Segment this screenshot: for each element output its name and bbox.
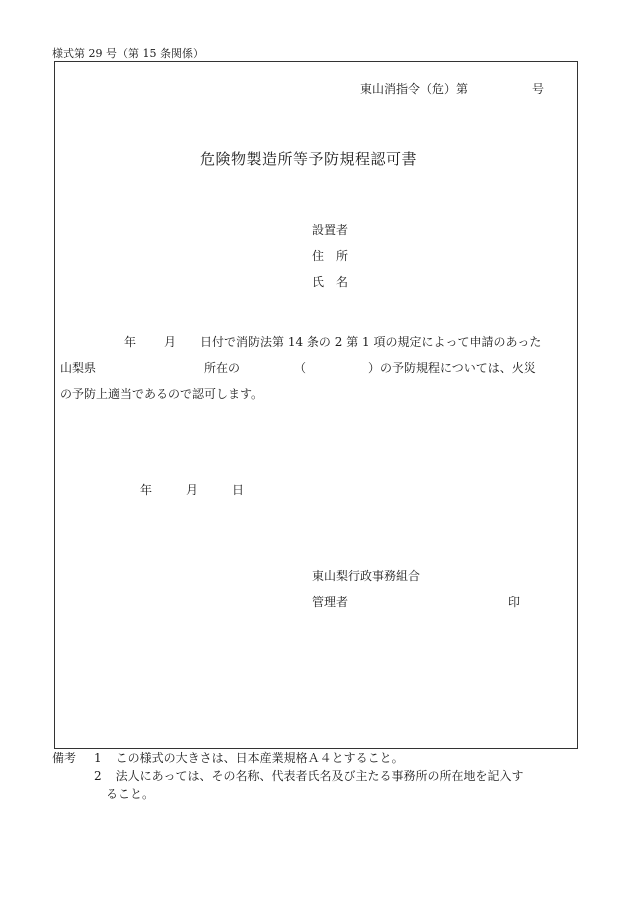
note-2-text: 法人にあっては、その名称、代表者氏名及び主たる事務所の所在地を記入す	[115, 769, 524, 783]
body-line-2	[60, 362, 574, 374]
body-line-1-rest: 日付で消防法第 14 条の 2 第 1 項の規定によって申請のあった	[200, 335, 542, 349]
note-2	[94, 770, 524, 782]
notes-heading: 備考	[52, 751, 77, 765]
note-1	[52, 752, 404, 764]
body-line-2-rest: ）の予防規程については、火災	[368, 361, 536, 375]
note-1-number: 1	[94, 751, 102, 765]
document-number	[360, 83, 544, 95]
seal-mark: 印	[508, 595, 521, 609]
document-title: 危険物製造所等予防規程認可書	[200, 150, 418, 168]
issue-date	[140, 484, 244, 496]
body-line-3: の予防上適当であるので認可します。	[60, 387, 264, 401]
issuer-organization: 東山梨行政事務組合	[312, 569, 421, 583]
address-label: 住 所	[312, 249, 349, 263]
document-number-suffix: 号	[532, 82, 545, 96]
note-1-text: この様式の大きさは、日本産業規格Ａ４とすること。	[115, 751, 404, 765]
manager-label: 管理者	[312, 595, 349, 609]
date-day: 日	[232, 483, 245, 497]
date-year: 年	[140, 483, 153, 497]
name-label: 氏 名	[312, 275, 349, 289]
body-month: 月	[164, 335, 177, 349]
body-paren-open: （	[294, 361, 307, 375]
body-line-1	[60, 336, 574, 348]
installer-label: 設置者	[312, 223, 349, 237]
form-number-label: 様式第 29 号（第 15 条関係）	[52, 47, 204, 60]
note-2-continued: ること。	[106, 787, 155, 801]
body-location: 所在の	[204, 361, 241, 375]
note-2-number: 2	[94, 769, 102, 783]
body-year: 年	[124, 335, 137, 349]
body-prefecture: 山梨県	[60, 361, 97, 375]
document-number-prefix: 東山消指令（危）第	[360, 82, 469, 96]
date-month: 月	[186, 483, 199, 497]
